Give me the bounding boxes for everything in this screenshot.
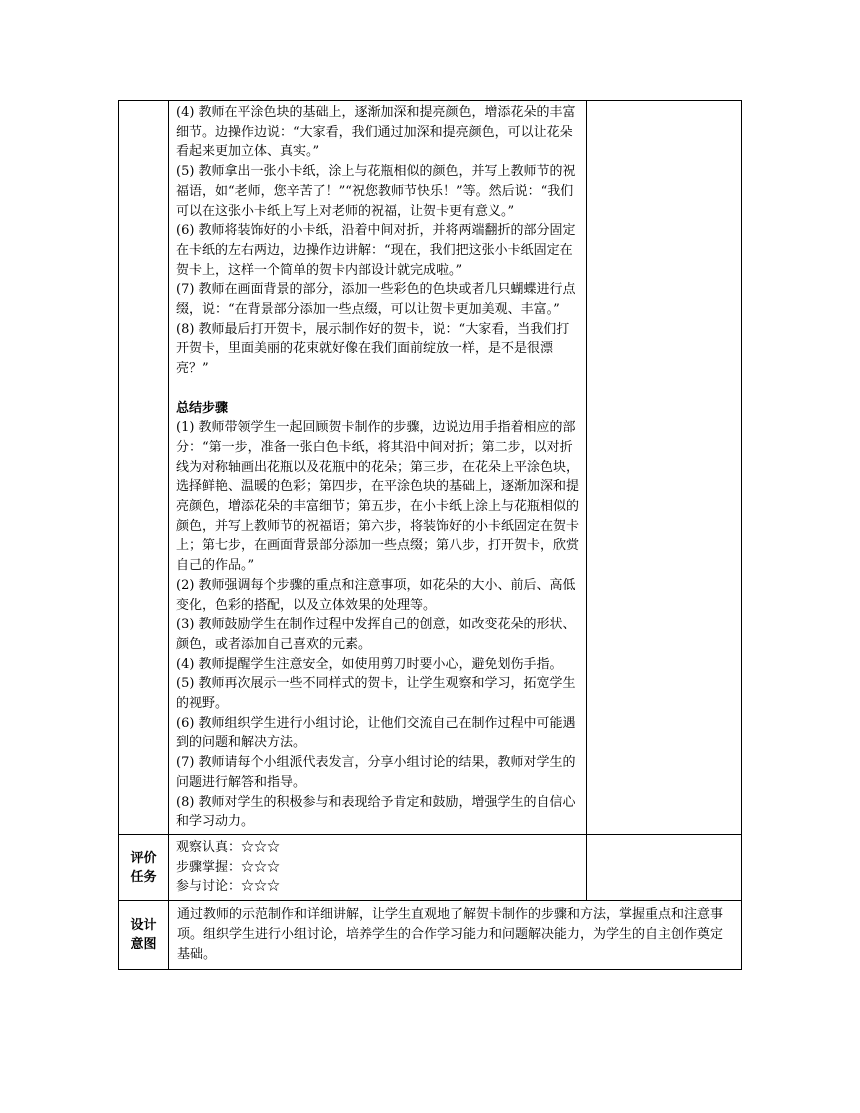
summary-step: (7) 教师请每个小组派代表发言，分享小组讨论的结果，教师对学生的问题进行解答和指导。 <box>176 755 576 790</box>
teaching-step: (4) 教师在平涂色块的基础上，逐渐加深和提亮颜色，增添花朵的丰富细节。边操作边说：“大家看，我们通过加深和提亮颜色，可以让花朵看起来更加立体、真实。” <box>176 105 576 160</box>
row-label-empty <box>119 101 169 835</box>
summary-heading: 总结步骤 <box>176 400 229 416</box>
evaluation-content-cell <box>169 835 587 901</box>
paragraph-gap <box>176 379 580 399</box>
design-label <box>119 901 169 970</box>
notes-cell-empty <box>587 101 742 835</box>
evaluation-label <box>119 835 169 901</box>
design-intent-row <box>119 901 742 970</box>
design-intent-text: 通过教师的示范制作和详细讲解，让学生直观地了解贺卡制作的步骤和方法，掌握重点和注意事项。组织学生进行小组讨论，培养学生的合作学习能力和问题解决能力，为学生的自主创作奠定基础。 <box>177 907 724 963</box>
evaluation-item: 观察认真：☆☆☆ <box>176 840 281 855</box>
teaching-step: (6) 教师将装饰好的小卡纸，沿着中间对折，并将两端翻折的部分固定在卡纸的左右两边，边操作边讲解：“现在，我们把这张小卡纸固定在贺卡上，这样一个简单的贺卡内部设计就完成啦。” <box>176 223 576 278</box>
summary-step: (3) 教师鼓励学生在制作过程中发挥自己的创意，如改变花朵的形状、颜色，或者添加自己喜欢的元素。 <box>176 617 576 652</box>
design-intent-cell <box>169 901 742 970</box>
evaluation-label-line1: 评价 <box>130 850 157 866</box>
evaluation-notes-empty <box>587 835 742 901</box>
summary-step: (5) 教师再次展示一些不同样式的贺卡，让学生观察和学习，拓宽学生的视野。 <box>176 676 576 712</box>
evaluation-row <box>119 835 742 901</box>
teaching-step: (8) 教师最后打开贺卡，展示制作好的贺卡，说：“大家看，当我们打开贺卡，里面美丽的花束就好像在我们面前绽放一样，是不是很漂亮？” <box>176 321 570 377</box>
lesson-plan-table <box>118 100 742 970</box>
evaluation-label-line2: 任务 <box>130 869 157 885</box>
evaluation-item: 参与讨论：☆☆☆ <box>176 879 281 895</box>
teaching-process-row <box>119 101 742 835</box>
summary-step: (8) 教师对学生的积极参与和表现给予肯定和鼓励，增强学生的自信心和学习动力。 <box>176 794 576 830</box>
teaching-step: (7) 教师在画面背景的部分，添加一些彩色的色块或者几只蝴蝶进行点缀，说：“在背景部分添加一些点缀，可以让贺卡更加美观、丰富。” <box>176 282 576 318</box>
summary-step: (1) 教师带领学生一起回顾贺卡制作的步骤，边说边用手指着相应的部分：“第一步，准备一张白色卡纸，将其沿中间对折；第二步，以对折线为对称轴画出花瓶以及花瓶中的花朵；第三步，在花朵上平涂色块，选择鲜艳、温暖的色彩；第四步，在平涂色块的基础上，逐渐加深和提亮颜色，增添花朵的丰富细节；第五步，在小卡纸上涂上与花瓶相似的颜色，并写上教师节的祝福语；第六步，将装饰好的小卡纸固定在贺卡上；第七步，在画面背景部分添加一些点缀；第八步，打开贺卡，欣赏自己的作品。” <box>176 420 580 574</box>
design-label-line2: 意图 <box>130 937 157 953</box>
evaluation-item: 步骤掌握：☆☆☆ <box>176 859 281 875</box>
summary-step: (6) 教师组织学生进行小组讨论，让他们交流自己在制作过程中可能遇到的问题和解决方法。 <box>176 715 576 751</box>
summary-step: (4) 教师提醒学生注意安全，如使用剪刀时要小心，避免划伤手指。 <box>176 656 563 672</box>
teaching-step: (5) 教师拿出一张小卡纸，涂上与花瓶相似的颜色，并写上教师节的祝福语，如“老师，您辛苦了！”“祝您教师节快乐！”等。然后说：“我们可以在这张小卡纸上写上对老师的祝福，让贺卡更有意义。” <box>176 164 576 219</box>
teaching-content-cell <box>169 101 587 835</box>
design-label-line1: 设计 <box>130 918 157 934</box>
summary-step: (2) 教师强调每个步骤的重点和注意事项，如花朵的大小、前后、高低变化，色彩的搭配，以及立体效果的处理等。 <box>176 577 576 613</box>
